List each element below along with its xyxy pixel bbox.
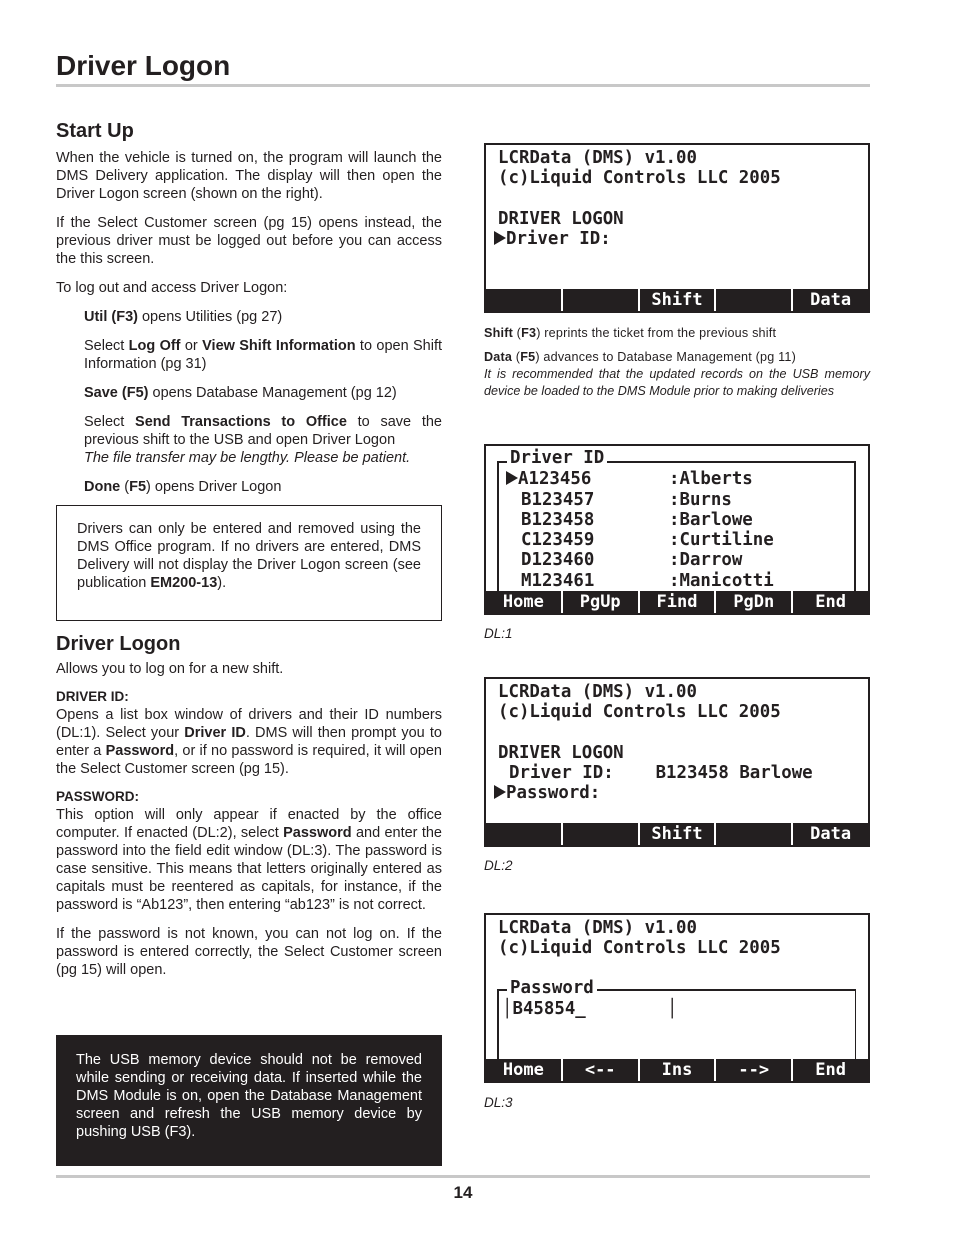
function-key-bar — [486, 1059, 868, 1081]
drivers-note-text: Drivers can only be entered and removed using the DMS Office program. If no drivers are entered, DMS Delivery will not display the Driver Logon screen (see publication EM200-13). — [77, 521, 421, 591]
function-key-left[interactable]: <-- — [563, 1059, 638, 1081]
driver-id-text: Opens a list box window of drivers and their ID numbers (DL:1). Select your Driver ID. DMS will then prompt you to enter a Password, or if no password is required, it will open the Select Customer screen (pg 15). — [56, 707, 442, 777]
driver-row-2[interactable]: B123457 :Burns — [521, 490, 732, 510]
function-key-ins[interactable]: Ins — [640, 1059, 715, 1081]
lcd-screen-password-entry — [484, 913, 870, 1083]
lcd-screen-driver-list — [484, 444, 870, 615]
page-title: Driver Logon — [56, 50, 231, 81]
footer-rule — [56, 1175, 870, 1178]
password-unknown-text: If the password is not known, you can not log on. If the password is entered correctly, the Select Customer screen (pg 15) will open. — [56, 926, 442, 978]
lcd-line-copyright: (c)Liquid Controls LLC 2005 — [498, 168, 781, 188]
function-key-shift[interactable]: Shift — [640, 289, 715, 311]
lcd-screen-driver-logon — [484, 143, 870, 313]
send-step: Select Send Transactions to Office to save the previous shift to the USB and open Driver Logon The file transfer may be lengthy. Please be patient. — [84, 414, 442, 466]
lcd-line-title: DRIVER LOGON — [498, 209, 624, 229]
selection-arrow-icon — [494, 785, 506, 799]
function-key-f1[interactable] — [486, 289, 561, 311]
start-up-paragraph-2: If the Select Customer screen (pg 15) opens instead, the previous driver must be logged out before you can access the this screen. — [56, 215, 442, 267]
save-step: Save (F5) opens Database Management (pg 12) — [84, 385, 397, 401]
lcd-line-driver-id: Driver ID: — [494, 229, 611, 249]
drivers-note-box — [56, 505, 442, 621]
usb-warning-text: The USB memory device should not be removed while sending or receiving data. If inserted while the DMS Module is on, open the Database Management screen and refresh the USB memory device by pushing USB (F3). — [76, 1052, 422, 1140]
function-key-f2[interactable] — [563, 823, 638, 845]
driver-row-4[interactable]: C123459 :Curtiline — [521, 530, 774, 550]
usb-warning-box — [56, 1035, 442, 1166]
done-step: Done (F5) opens Driver Logon — [84, 479, 282, 495]
function-key-data[interactable]: Data — [793, 289, 868, 311]
lcd-line-copyright: (c)Liquid Controls LLC 2005 — [498, 938, 781, 958]
function-key-bar — [486, 591, 868, 613]
save-key: Save (F5) — [84, 385, 149, 401]
password-text: This option will only appear if enacted by the office computer. If enacted (DL:2), select Password and enter the password into the field edit window (DL:3). The password is case sensitive. This means that letters originally entered as capitals must be reentered as capitals, for instance, if the password is “Ab123”, then entering “ab123” is not correct. — [56, 807, 442, 913]
lcd-line-copyright: (c)Liquid Controls LLC 2005 — [498, 702, 781, 722]
function-key-f4[interactable] — [716, 289, 791, 311]
function-key-f2[interactable] — [563, 289, 638, 311]
function-key-end[interactable]: End — [793, 591, 868, 613]
function-key-right[interactable]: --> — [716, 1059, 791, 1081]
title-rule — [56, 84, 870, 87]
function-key-bar — [486, 823, 868, 845]
start-up-heading: Start Up — [56, 120, 134, 142]
function-key-find[interactable]: Find — [640, 591, 715, 613]
function-key-f4[interactable] — [716, 823, 791, 845]
password-field-end-marker: │ — [667, 999, 678, 1019]
lcd-line-driver-id[interactable]: Driver ID: B123458 Barlowe — [509, 763, 813, 783]
data-key-note: Data (F5) advances to Database Management (pg 11) It is recommended that the updated records on the USB memory device be loaded to the DMS Module prior to making deliveries — [484, 350, 870, 398]
util-step: Util (F3) opens Utilities (pg 27) — [84, 309, 283, 325]
lcd-line-title: DRIVER LOGON — [498, 743, 624, 763]
lcd-line-version: LCRData (DMS) v1.00 — [498, 682, 697, 702]
driver-logon-section — [56, 633, 442, 979]
caption-dl2: DL:2 — [484, 858, 513, 873]
driver-row-5[interactable]: D123460 :Darrow — [521, 550, 743, 570]
password-field-label: Password — [507, 978, 597, 998]
lcd-line-version: LCRData (DMS) v1.00 — [498, 918, 697, 938]
data-key-recommendation: It is recommended that the updated records on the USB memory device be loaded to the DMS Module prior to making deliveries — [484, 367, 870, 398]
selection-arrow-icon — [494, 231, 506, 245]
password-input[interactable]: │B45854_ │ — [502, 999, 678, 1019]
function-key-pgdn[interactable]: PgDn — [716, 591, 791, 613]
page-number: 14 — [453, 1183, 473, 1202]
start-up-section — [56, 120, 442, 496]
driver-logon-intro: Allows you to log on for a new shift. — [56, 661, 284, 677]
send-step-note: The file transfer may be lengthy. Please be patient. — [84, 450, 411, 466]
start-up-paragraph-3: To log out and access Driver Logon: — [56, 280, 288, 296]
driver-row-1[interactable]: A123456 :Alberts — [506, 469, 591, 489]
function-key-f1[interactable] — [486, 823, 561, 845]
function-key-shift[interactable]: Shift — [640, 823, 715, 845]
lcd-line-password: Password: — [494, 783, 600, 803]
function-key-home[interactable]: Home — [486, 1059, 561, 1081]
function-key-bar — [486, 289, 868, 311]
function-key-data[interactable]: Data — [793, 823, 868, 845]
selection-arrow-icon — [506, 471, 518, 485]
util-key: Util (F3) — [84, 309, 138, 325]
driver-logon-heading: Driver Logon — [56, 633, 181, 655]
driver-list-label: Driver ID — [507, 448, 607, 468]
shift-key-note: Shift (F3) reprints the ticket from the previous shift — [484, 326, 777, 340]
function-key-end[interactable]: End — [793, 1059, 868, 1081]
driver-row-6[interactable]: M123461 :Manicotti — [521, 571, 774, 591]
function-key-home[interactable]: Home — [486, 591, 561, 613]
lcd-line-version: LCRData (DMS) v1.00 — [498, 148, 697, 168]
driver-id-heading: DRIVER ID: — [56, 689, 129, 704]
caption-dl3: DL:3 — [484, 1095, 513, 1110]
password-heading: PASSWORD: — [56, 789, 139, 804]
lcd-screen-password-prompt — [484, 677, 870, 847]
driver-row-3[interactable]: B123458 :Barlowe — [521, 510, 753, 530]
function-key-pgup[interactable]: PgUp — [563, 591, 638, 613]
start-up-paragraph-1: When the vehicle is turned on, the program will launch the DMS Delivery application. The display will then open the Driver Logon screen (shown on the right). — [56, 150, 442, 202]
caption-dl1: DL:1 — [484, 626, 513, 641]
logoff-step: Select Log Off or View Shift Information to open Shift Information (pg 31) — [84, 338, 442, 372]
